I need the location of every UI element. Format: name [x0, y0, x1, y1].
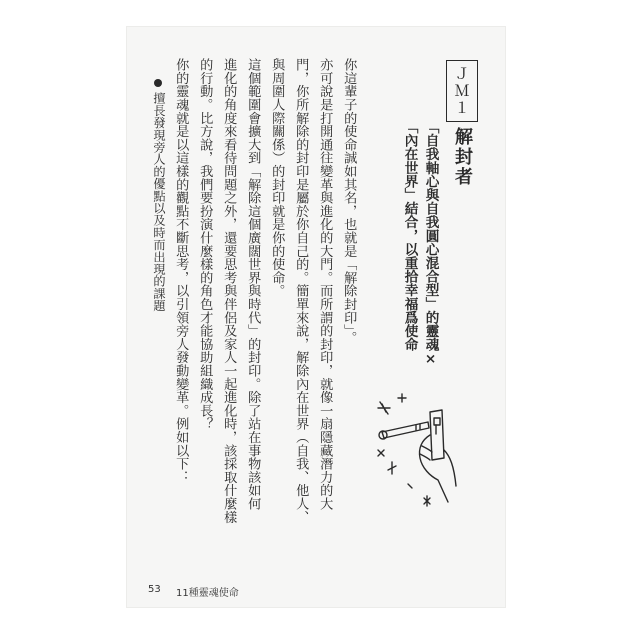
body-line-3: 門，你所解除的封印是屬於你自己的。簡單來說，解除內在世界（自我、他人、 [293, 58, 309, 524]
body-line-6: 進化的角度來看待問題之外，還要思考與伴侶及家人一起進化時，該採取什麼樣 [221, 58, 237, 524]
body-line-8: 你的靈魂就是以這樣的觀點不斷思考，以引領旁人發動變革。例如以下： [173, 58, 189, 484]
chapter-code-badge [446, 60, 478, 122]
body-line-1: 你這輩子的使命誠如其名，也就是「解除封印」。 [341, 58, 357, 344]
body-line-4: 與周圍人際關係）的封印就是你的使命。 [269, 58, 285, 298]
running-footer-title: 11種靈魂使命 [176, 588, 239, 599]
chapter-title: 解封者 [452, 127, 473, 187]
body-line-7: 的行動。比方說，我們要扮演什麼樣的角色才能協助組織成長？ [197, 58, 213, 431]
bullet-dot-icon [153, 78, 163, 88]
chapter-code: ＪＭ１ [452, 65, 471, 117]
body-line-5: 這個範圍會擴大到「解除這個廣闊世界與時代」的封印。除了站在事物該如何 [245, 58, 261, 511]
page-number: 53 [148, 584, 161, 595]
body-line-2: 亦可說是打開通往變革與進化的大門。而所謂的封印，就像一扇隱藏潛力的大 [317, 58, 333, 511]
chapter-subtitle-line-1: 「自我軸心與自我圓心混合型」的靈魂× [422, 120, 439, 368]
bullet-item-text: 擅長發現旁人的優點以及時而出現的課題 [152, 92, 166, 312]
chapter-subtitle-line-2: 「內在世界」結合，以重拾幸福爲使命 [401, 120, 418, 352]
key-unlock-illustration-icon [372, 390, 462, 520]
